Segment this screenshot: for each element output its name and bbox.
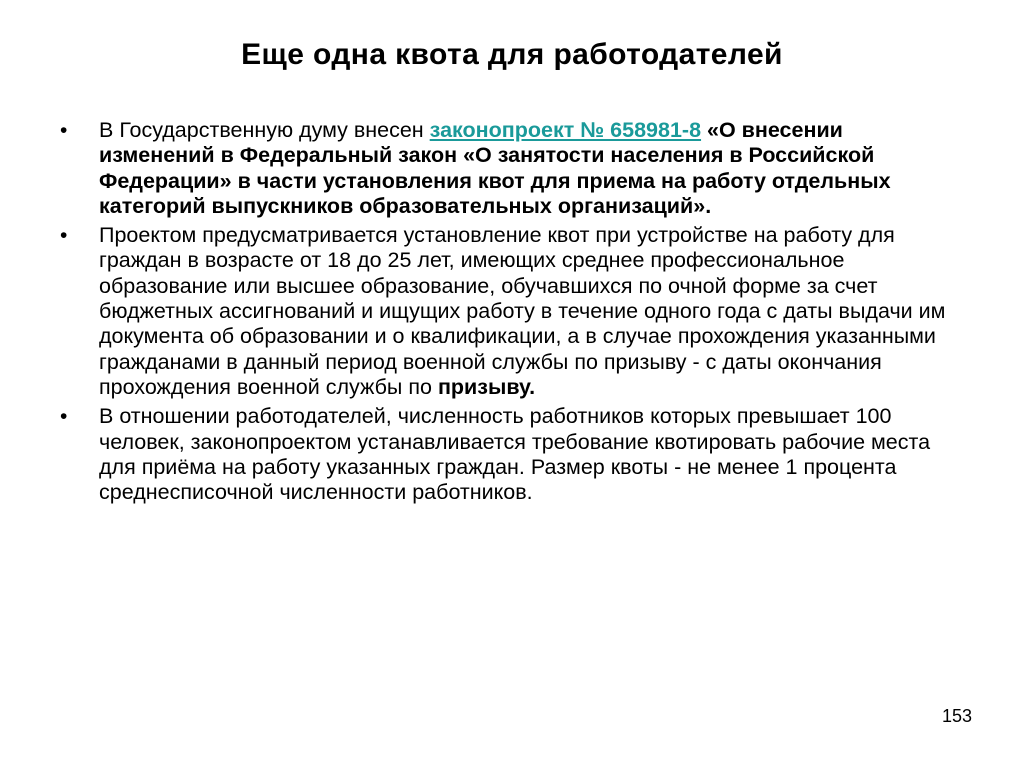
- project-description-bold-tail: призыву.: [437, 374, 536, 399]
- bullet-marker: •: [60, 224, 68, 248]
- employers-requirement-text: В отношении работодателей, численность работников которых превышает 100 человек, законопроектом устанавливается требование квотировать рабочие места для приёма на работу указанных граждан. Размер квоты - не менее 1 процента среднесписочной численности работников.: [99, 404, 931, 505]
- bullet-marker: •: [60, 405, 68, 429]
- bullet-item-employers: [60, 404, 960, 505]
- slide-title: Еще одна квота для работодателей: [241, 38, 783, 71]
- bullet-item-bill: [60, 118, 960, 219]
- bill-link[interactable]: законопроект № 658981-8: [429, 118, 702, 142]
- bullet-marker: •: [60, 119, 68, 142]
- bullet-prefix-text: В Государственную думу внесен: [99, 118, 430, 142]
- bullet-item-project: [60, 223, 960, 400]
- bullet-list: [60, 118, 960, 509]
- bill-title-text: «О внесении изменений в Федеральный закон «О занятости населения в Российской Федерации» в части установления квот для приема на работу отдельных категорий выпускников образовательных организаций».: [99, 118, 891, 218]
- page-number: 153: [941, 706, 972, 726]
- project-description-text: Проектом предусматривается установление квот при устройстве на работу для граждан в возрасте от 18 до 25 лет, имеющих среднее профессиональное образование или высшее образование, обучавшихся по очной форме за счет бюджетных ассигнований и ищущих работу в течение одного года с даты выдачи им документа об образовании и о квалификации, а в случае прохождения указанными гражданами в данный период военной службы по призыву - с даты окончания прохождения военной службы по: [99, 223, 946, 399]
